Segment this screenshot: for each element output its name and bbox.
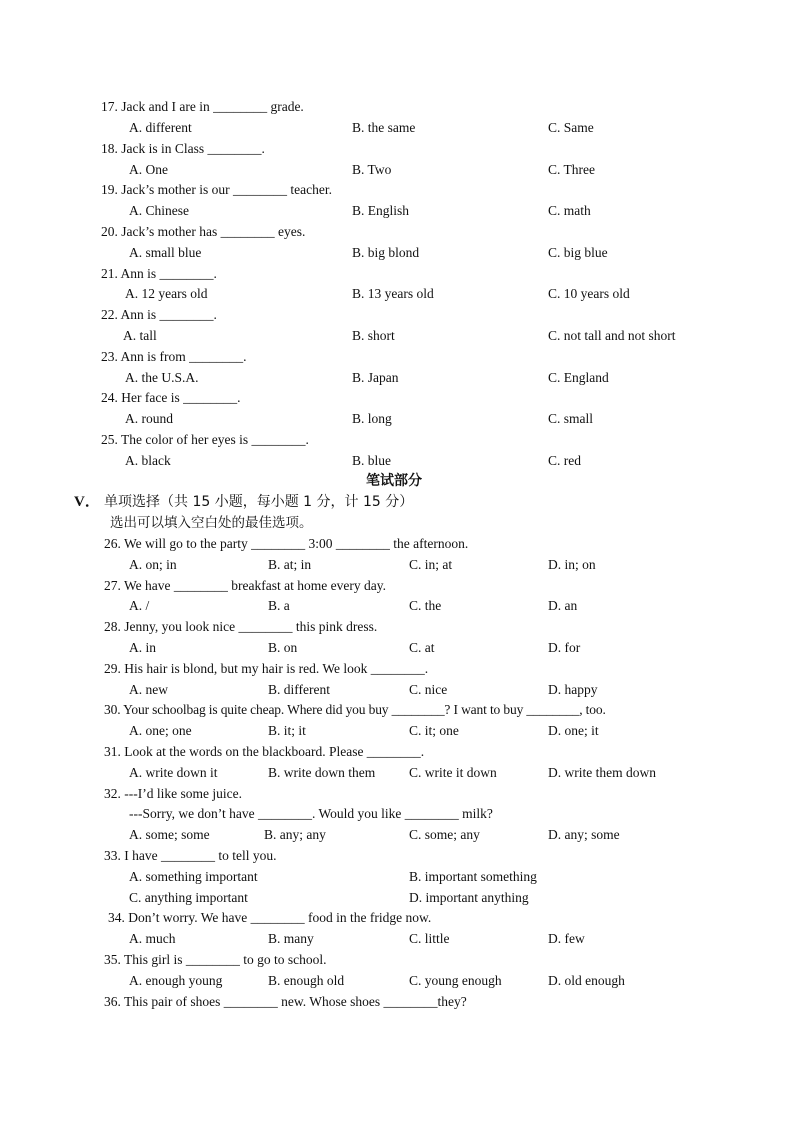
- question-32: 32. ---I’d like some juice.: [104, 786, 242, 801]
- options-20: A. small blue B. big blond C. big blue: [129, 245, 608, 260]
- question-32-reply: ---Sorry, we don’t have ________. Would you like ________ milk?: [129, 806, 493, 821]
- question-28: 28. Jenny, you look nice ________ this pink dress.: [104, 619, 378, 634]
- options-33-row2: C. anything important D. important anything: [129, 890, 529, 905]
- section-v-heading: V． 单项选择（共 15 小题，每小题 1 分，计 15 分）: [74, 494, 414, 510]
- question-23: 23. Ann is from ________.: [101, 349, 247, 364]
- options-23: A. the U.S.A. B. Japan C. England: [125, 370, 609, 385]
- options-35: A. enough young B. enough old C. young enough D. old enough: [129, 973, 625, 988]
- options-26: A. on; in B. at; in C. in; at D. in; on: [129, 557, 596, 572]
- question-19: 19. Jack’s mother is our ________ teacher.: [101, 182, 332, 197]
- options-33-row1: A. something important B. important something: [129, 869, 537, 884]
- options-30: A. one; one B. it; it C. it; one D. one; it: [129, 723, 599, 738]
- options-18: A. One B. Two C. Three: [129, 162, 595, 177]
- question-30: 30. Your schoolbag is quite cheap. Where did you buy ________? I want to buy ________, too.: [104, 702, 606, 717]
- options-19: A. Chinese B. English C. math: [129, 203, 591, 218]
- question-22: 22. Ann is ________.: [101, 307, 217, 322]
- question-29: 29. His hair is blond, but my hair is red. We look ________.: [104, 661, 429, 676]
- options-31: A. write down it B. write down them C. write it down D. write them down: [129, 765, 656, 780]
- options-21: A. 12 years old B. 13 years old C. 10 years old: [125, 286, 630, 301]
- question-26: 26. We will go to the party ________ 3:00 ________ the afternoon.: [104, 536, 469, 551]
- options-25: A. black B. blue C. red: [125, 453, 581, 468]
- options-17: A. different B. the same C. Same: [129, 120, 594, 135]
- options-34: A. much B. many C. little D. few: [129, 931, 585, 946]
- question-35: 35. This girl is ________ to go to school.: [104, 952, 327, 967]
- options-27: A. / B. a C. the D. an: [129, 598, 578, 613]
- question-27: 27. We have ________ breakfast at home every day.: [104, 578, 386, 593]
- options-28: A. in B. on C. at D. for: [129, 640, 581, 655]
- question-31: 31. Look at the words on the blackboard. Please ________.: [104, 744, 425, 759]
- question-17: 17. Jack and I are in ________ grade.: [101, 99, 304, 114]
- written-part-title: 笔试部分: [366, 473, 422, 489]
- options-32: A. some; some B. any; any C. some; any D. any; some: [129, 827, 620, 842]
- question-18: 18. Jack is in Class ________.: [101, 141, 265, 156]
- question-34: 34. Don’t worry. We have ________ food in the fridge now.: [108, 910, 432, 925]
- question-33: 33. I have ________ to tell you.: [104, 848, 277, 863]
- question-24: 24. Her face is ________.: [101, 390, 241, 405]
- section-v-instruction: 选出可以填入空白处的最佳选项。: [110, 515, 313, 531]
- question-21: 21. Ann is ________.: [101, 266, 217, 281]
- options-22: A. tall B. short C. not tall and not short: [123, 328, 676, 343]
- question-36: 36. This pair of shoes ________ new. Whose shoes ________they?: [104, 994, 467, 1009]
- question-20: 20. Jack’s mother has ________ eyes.: [101, 224, 306, 239]
- options-24: A. round B. long C. small: [125, 411, 594, 426]
- options-29: A. new B. different C. nice D. happy: [129, 682, 598, 697]
- question-25: 25. The color of her eyes is ________.: [101, 432, 309, 447]
